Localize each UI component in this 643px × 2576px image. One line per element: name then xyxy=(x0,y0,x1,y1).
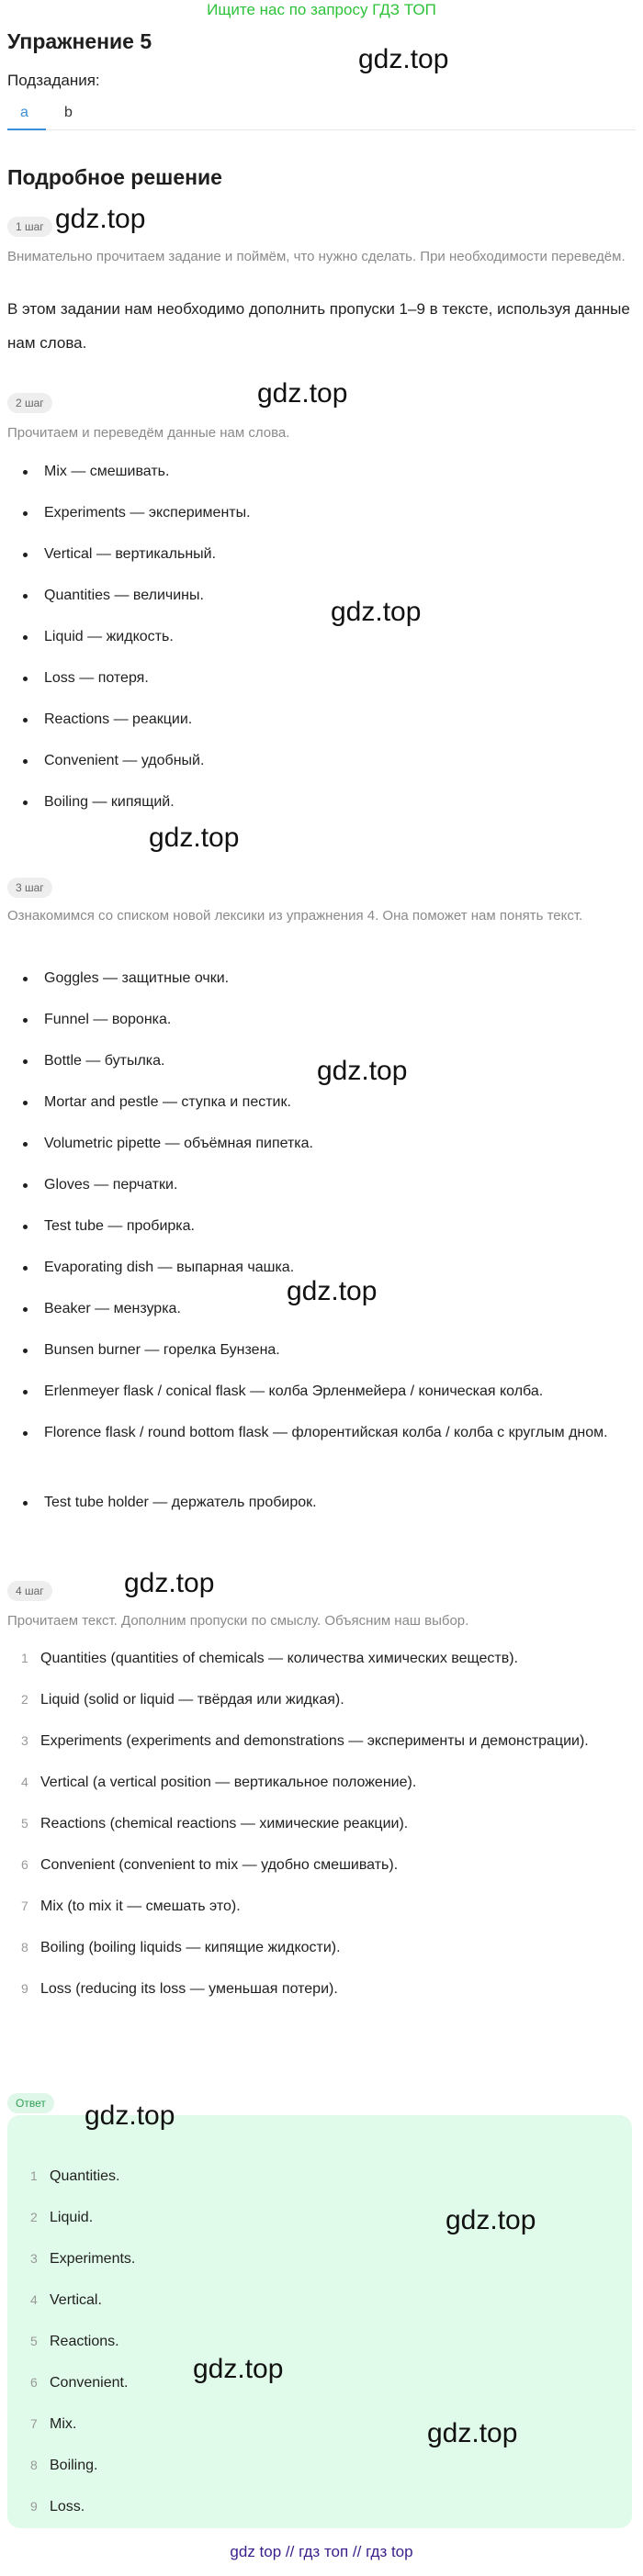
watermark: gdz.top xyxy=(446,2205,536,2235)
list-item: Liquid — жидкость. xyxy=(7,623,632,665)
list-item: Gloves — перчатки. xyxy=(7,1171,641,1213)
step-2-note: Прочитаем и переведём данные нам слова. xyxy=(7,425,290,441)
tab-b[interactable]: b xyxy=(64,105,73,120)
list-item: Quantities — величины. xyxy=(7,582,632,623)
list-item: Volumetric pipette — объёмная пипетка. xyxy=(7,1130,641,1171)
watermark: gdz.top xyxy=(427,2418,518,2448)
list-item: Mix — смешивать. xyxy=(7,458,632,499)
list-item: 9 Loss. xyxy=(30,2499,85,2514)
list-item: Bottle — бутылка. xyxy=(7,1047,641,1089)
list-item: Florence flask / round bottom flask — флорентийская колба / колба с круглым дном. xyxy=(7,1419,614,1489)
list-item: 2 Liquid (solid or liquid — твёрдая или жидкая). xyxy=(21,1692,344,1708)
step-4-badge: 4 шаг xyxy=(7,1581,52,1601)
list-item: Boiling — кипящий. xyxy=(7,789,632,830)
step-2-badge: 2 шаг xyxy=(7,393,52,413)
watermark: gdz.top xyxy=(85,2100,175,2131)
list-item: 2 Liquid. xyxy=(30,2210,94,2225)
step-1-badge: 1 шаг xyxy=(7,217,52,237)
solution-title: Подробное решение xyxy=(7,165,222,189)
list-item: Experiments — эксперименты. xyxy=(7,499,632,541)
list-item: 3 Experiments. xyxy=(30,2251,136,2267)
list-item: 1 Quantities. xyxy=(30,2168,120,2184)
watermark: gdz.top xyxy=(193,2354,284,2384)
list-item: Funnel — воронка. xyxy=(7,1006,641,1047)
list-item: Test tube — пробирка. xyxy=(7,1213,641,1254)
watermark: gdz.top xyxy=(331,597,422,627)
step-1-note: Внимательно прочитаем задание и поймём, что нужно сделать. При необходимости переведём. xyxy=(7,249,626,264)
list-item: 5 Reactions (chemical reactions — химические реакции). xyxy=(21,1816,409,1831)
list-item: Evaporating dish — выпарная чашка. xyxy=(7,1254,641,1295)
watermark: gdz.top xyxy=(317,1056,408,1086)
step-3-note: Ознакомимся со списком новой лексики из упражнения 4. Она поможет нам понять текст. xyxy=(7,908,583,924)
list-item: Goggles — защитные очки. xyxy=(7,965,641,1006)
list-item: 4 Vertical. xyxy=(30,2292,102,2308)
list-item: Test tube holder — держатель пробирок. xyxy=(7,1489,641,1530)
step-4-list xyxy=(7,1641,628,2013)
active-tab-indicator xyxy=(7,129,46,130)
list-item: Mortar and pestle — ступка и пестик. xyxy=(7,1089,641,1130)
tabs-divider xyxy=(7,129,636,130)
step-3-list xyxy=(7,965,641,1530)
list-item: Loss — потеря. xyxy=(7,665,632,706)
step-4-note: Прочитаем текст. Дополним пропуски по смыслу. Объясним наш выбор. xyxy=(7,1613,469,1629)
step-3-badge: 3 шаг xyxy=(7,878,52,898)
answer-badge: Ответ xyxy=(7,2093,54,2113)
list-item: 1 Quantities (quantities of chemicals — количества химических веществ). xyxy=(21,1651,518,1666)
list-item: Vertical — вертикальный. xyxy=(7,541,632,582)
list-item: 4 Vertical (a vertical position — вертикальное положение). xyxy=(21,1775,417,1790)
watermark: gdz.top xyxy=(55,204,146,234)
list-item: 9 Loss (reducing its loss — уменьшая потери). xyxy=(21,1981,338,1997)
page-title: Упражнение 5 xyxy=(7,29,152,53)
list-item: 5 Reactions. xyxy=(30,2334,119,2349)
list-item: 8 Boiling (boiling liquids — кипящие жидкости). xyxy=(21,1940,341,1955)
tab-a[interactable]: a xyxy=(20,105,28,120)
watermark: gdz.top xyxy=(287,1276,378,1306)
list-item: Reactions — реакции. xyxy=(7,706,632,747)
watermark: gdz.top xyxy=(149,823,240,853)
list-item: Beaker — мензурка. xyxy=(7,1295,641,1337)
watermark: gdz.top xyxy=(124,1568,215,1598)
list-item: 7 Mix (to mix it — смешать это). xyxy=(21,1898,241,1914)
list-item: Convenient — удобный. xyxy=(7,747,632,789)
list-item: Erlenmeyer flask / conical flask — колба Эрленмейера / коническая колба. xyxy=(7,1378,641,1419)
list-item: Bunsen burner — горелка Бунзена. xyxy=(7,1337,641,1378)
list-item: 6 Convenient (convenient to mix — удобно смешивать). xyxy=(21,1857,399,1873)
list-item: 3 Experiments (experiments and demonstrations — эксперименты и демонстрации). xyxy=(21,1733,589,1749)
watermark: gdz.top xyxy=(358,44,449,74)
step-1-text: В этом задании нам необходимо дополнить пропуски 1–9 в тексте, используя данные нам слова. xyxy=(7,300,630,352)
watermark: gdz.top xyxy=(257,378,348,409)
list-item: 8 Boiling. xyxy=(30,2458,98,2473)
footer-links[interactable]: gdz top // гдз топ // гдз top xyxy=(230,2543,413,2560)
list-item: 6 Convenient. xyxy=(30,2375,129,2391)
step-2-list xyxy=(7,458,632,830)
promo-banner[interactable]: Ищите нас по запросу ГДЗ ТОП xyxy=(207,1,436,18)
answer-list xyxy=(17,2159,637,2531)
subtasks-label: Подзадания: xyxy=(7,72,100,89)
list-item: 7 Mix. xyxy=(30,2416,77,2432)
